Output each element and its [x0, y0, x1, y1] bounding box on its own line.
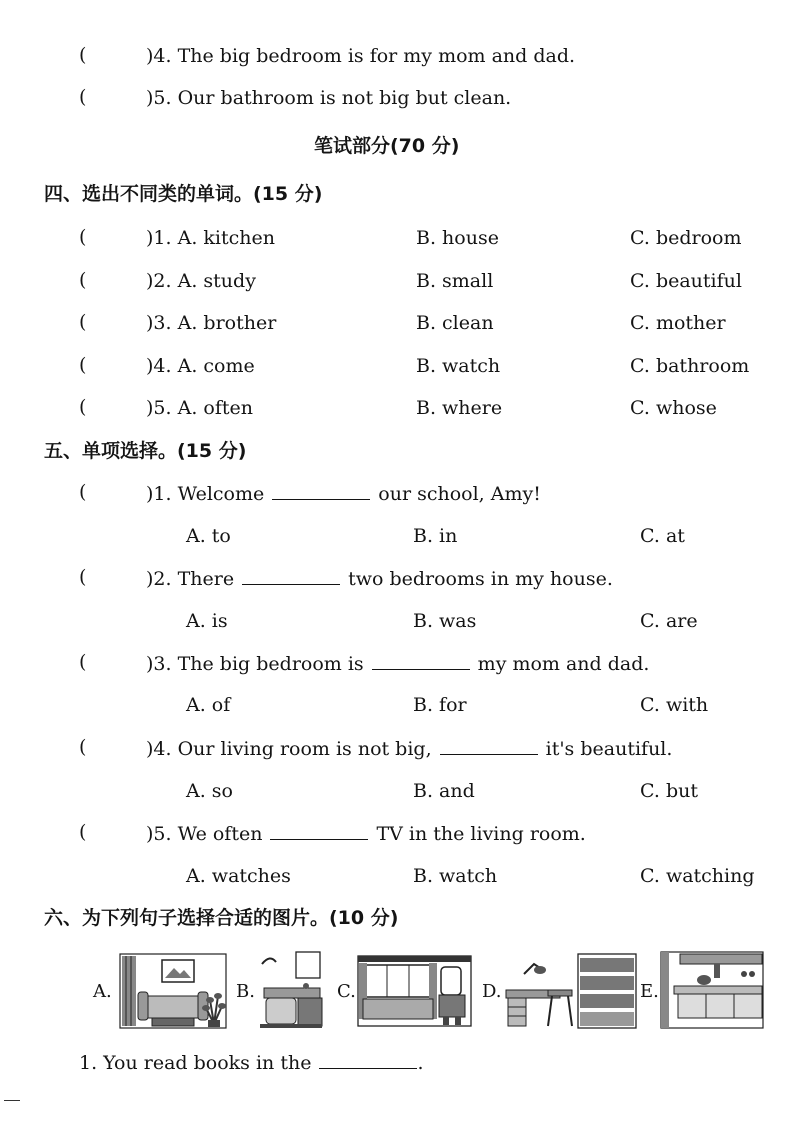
option-b: B. where [416, 397, 503, 419]
kitchen-picture[interactable] [660, 950, 764, 1030]
living-room-picture[interactable] [118, 950, 228, 1030]
answer-blank[interactable] [272, 481, 370, 500]
stem-after: two bedrooms in my house. [348, 568, 613, 590]
answer-blank[interactable] [242, 566, 340, 585]
stem-after: it's beautiful. [545, 738, 673, 760]
answer-paren-open: ( [79, 821, 87, 843]
option-a: A. to [186, 525, 231, 547]
answer-blank[interactable] [319, 1050, 417, 1069]
section-6-title: 六、为下列句子选择合适的图片。(10 分) [44, 907, 399, 929]
paren-close: ) [146, 653, 154, 675]
option-c: C. at [640, 525, 685, 547]
item-number: 5. [153, 397, 172, 419]
item-number: 2. [153, 270, 172, 292]
option-c: C. bedroom [630, 227, 742, 249]
picture-label-e: E. [640, 981, 659, 1002]
item-number: 3. [153, 653, 172, 675]
option-b: B. house [416, 227, 499, 249]
paren-close: ) [146, 45, 154, 67]
option-a: A. watches [186, 865, 291, 887]
paren-close: ) [146, 738, 154, 760]
option-c: C. bathroom [630, 355, 750, 377]
stem-after: TV in the living room. [376, 823, 586, 845]
answer-paren-open: ( [79, 44, 87, 66]
picture-label-c: C. [337, 981, 356, 1002]
picture-label-a: A. [93, 981, 112, 1002]
picture-label-d: D. [482, 981, 502, 1002]
paren-close: ) [146, 227, 154, 249]
bedroom-picture[interactable] [357, 955, 472, 1027]
option-b: B. was [413, 610, 477, 632]
option-b: B. small [416, 270, 494, 292]
option-a: A. of [186, 694, 231, 716]
answer-paren-open: ( [79, 354, 87, 376]
stem-before: Welcome [177, 483, 265, 505]
answer-paren-open: ( [79, 311, 87, 333]
section-5-title: 五、单项选择。(15 分) [44, 440, 247, 462]
option-b: B. clean [416, 312, 494, 334]
item-number: 2. [153, 568, 172, 590]
answer-paren-open: ( [79, 736, 87, 758]
paren-close: ) [146, 355, 154, 377]
item-text: The big bedroom is for my mom and dad. [177, 45, 576, 67]
option-c: C. with [640, 694, 709, 716]
option-a: A. often [177, 397, 253, 419]
stem-before: The big bedroom is [177, 653, 364, 675]
paren-close: ) [146, 823, 154, 845]
option-a: A. come [177, 355, 255, 377]
bathroom-picture[interactable] [256, 950, 326, 1030]
answer-paren-open: ( [79, 566, 87, 588]
answer-paren-open: ( [79, 269, 87, 291]
item-number: 4. [153, 45, 172, 67]
question-stem: 1. You read books in the [79, 1052, 312, 1074]
option-c: C. are [640, 610, 698, 632]
option-b: B. watch [413, 865, 498, 887]
section-4-title: 四、选出不同类的单词。(15 分) [44, 183, 323, 205]
study-picture[interactable] [504, 950, 639, 1030]
option-c: C. watching [640, 865, 755, 887]
option-a: A. brother [177, 312, 277, 334]
answer-blank[interactable] [372, 651, 470, 670]
page-edge-mark [4, 1100, 20, 1101]
item-number: 1. [153, 483, 172, 505]
option-b: B. watch [416, 355, 501, 377]
answer-paren-open: ( [79, 396, 87, 418]
option-b: B. for [413, 694, 467, 716]
option-c: C. beautiful [630, 270, 742, 292]
option-c: C. but [640, 780, 698, 802]
answer-paren-open: ( [79, 481, 87, 503]
stem-after: our school, Amy! [378, 483, 541, 505]
written-part-title: 笔试部分(70 分) [314, 135, 460, 157]
item-number: 5. [153, 823, 172, 845]
s6-question-1 [79, 1050, 424, 1075]
item-number: 1. [153, 227, 172, 249]
question-period: . [417, 1052, 424, 1074]
answer-blank[interactable] [440, 736, 538, 755]
paren-close: ) [146, 397, 154, 419]
answer-paren-open: ( [79, 651, 87, 673]
item-number: 5. [153, 87, 172, 109]
paren-close: ) [146, 483, 154, 505]
stem-before: We often [177, 823, 263, 845]
paren-close: ) [146, 312, 154, 334]
paren-close: ) [146, 568, 154, 590]
option-c: C. mother [630, 312, 726, 334]
item-text: Our bathroom is not big but clean. [177, 87, 512, 109]
option-a: A. so [186, 780, 233, 802]
option-b: B. in [413, 525, 458, 547]
picture-label-b: B. [236, 981, 255, 1002]
option-c: C. whose [630, 397, 717, 419]
stem-before: Our living room is not big, [177, 738, 432, 760]
stem-after: my mom and dad. [477, 653, 650, 675]
paren-close: ) [146, 87, 154, 109]
answer-paren-open: ( [79, 86, 87, 108]
answer-paren-open: ( [79, 226, 87, 248]
option-a: A. kitchen [177, 227, 275, 249]
paren-close: ) [146, 270, 154, 292]
item-number: 3. [153, 312, 172, 334]
item-number: 4. [153, 738, 172, 760]
option-b: B. and [413, 780, 475, 802]
answer-blank[interactable] [270, 821, 368, 840]
stem-before: There [177, 568, 235, 590]
option-a: A. study [177, 270, 256, 292]
option-a: A. is [186, 610, 228, 632]
item-number: 4. [153, 355, 172, 377]
